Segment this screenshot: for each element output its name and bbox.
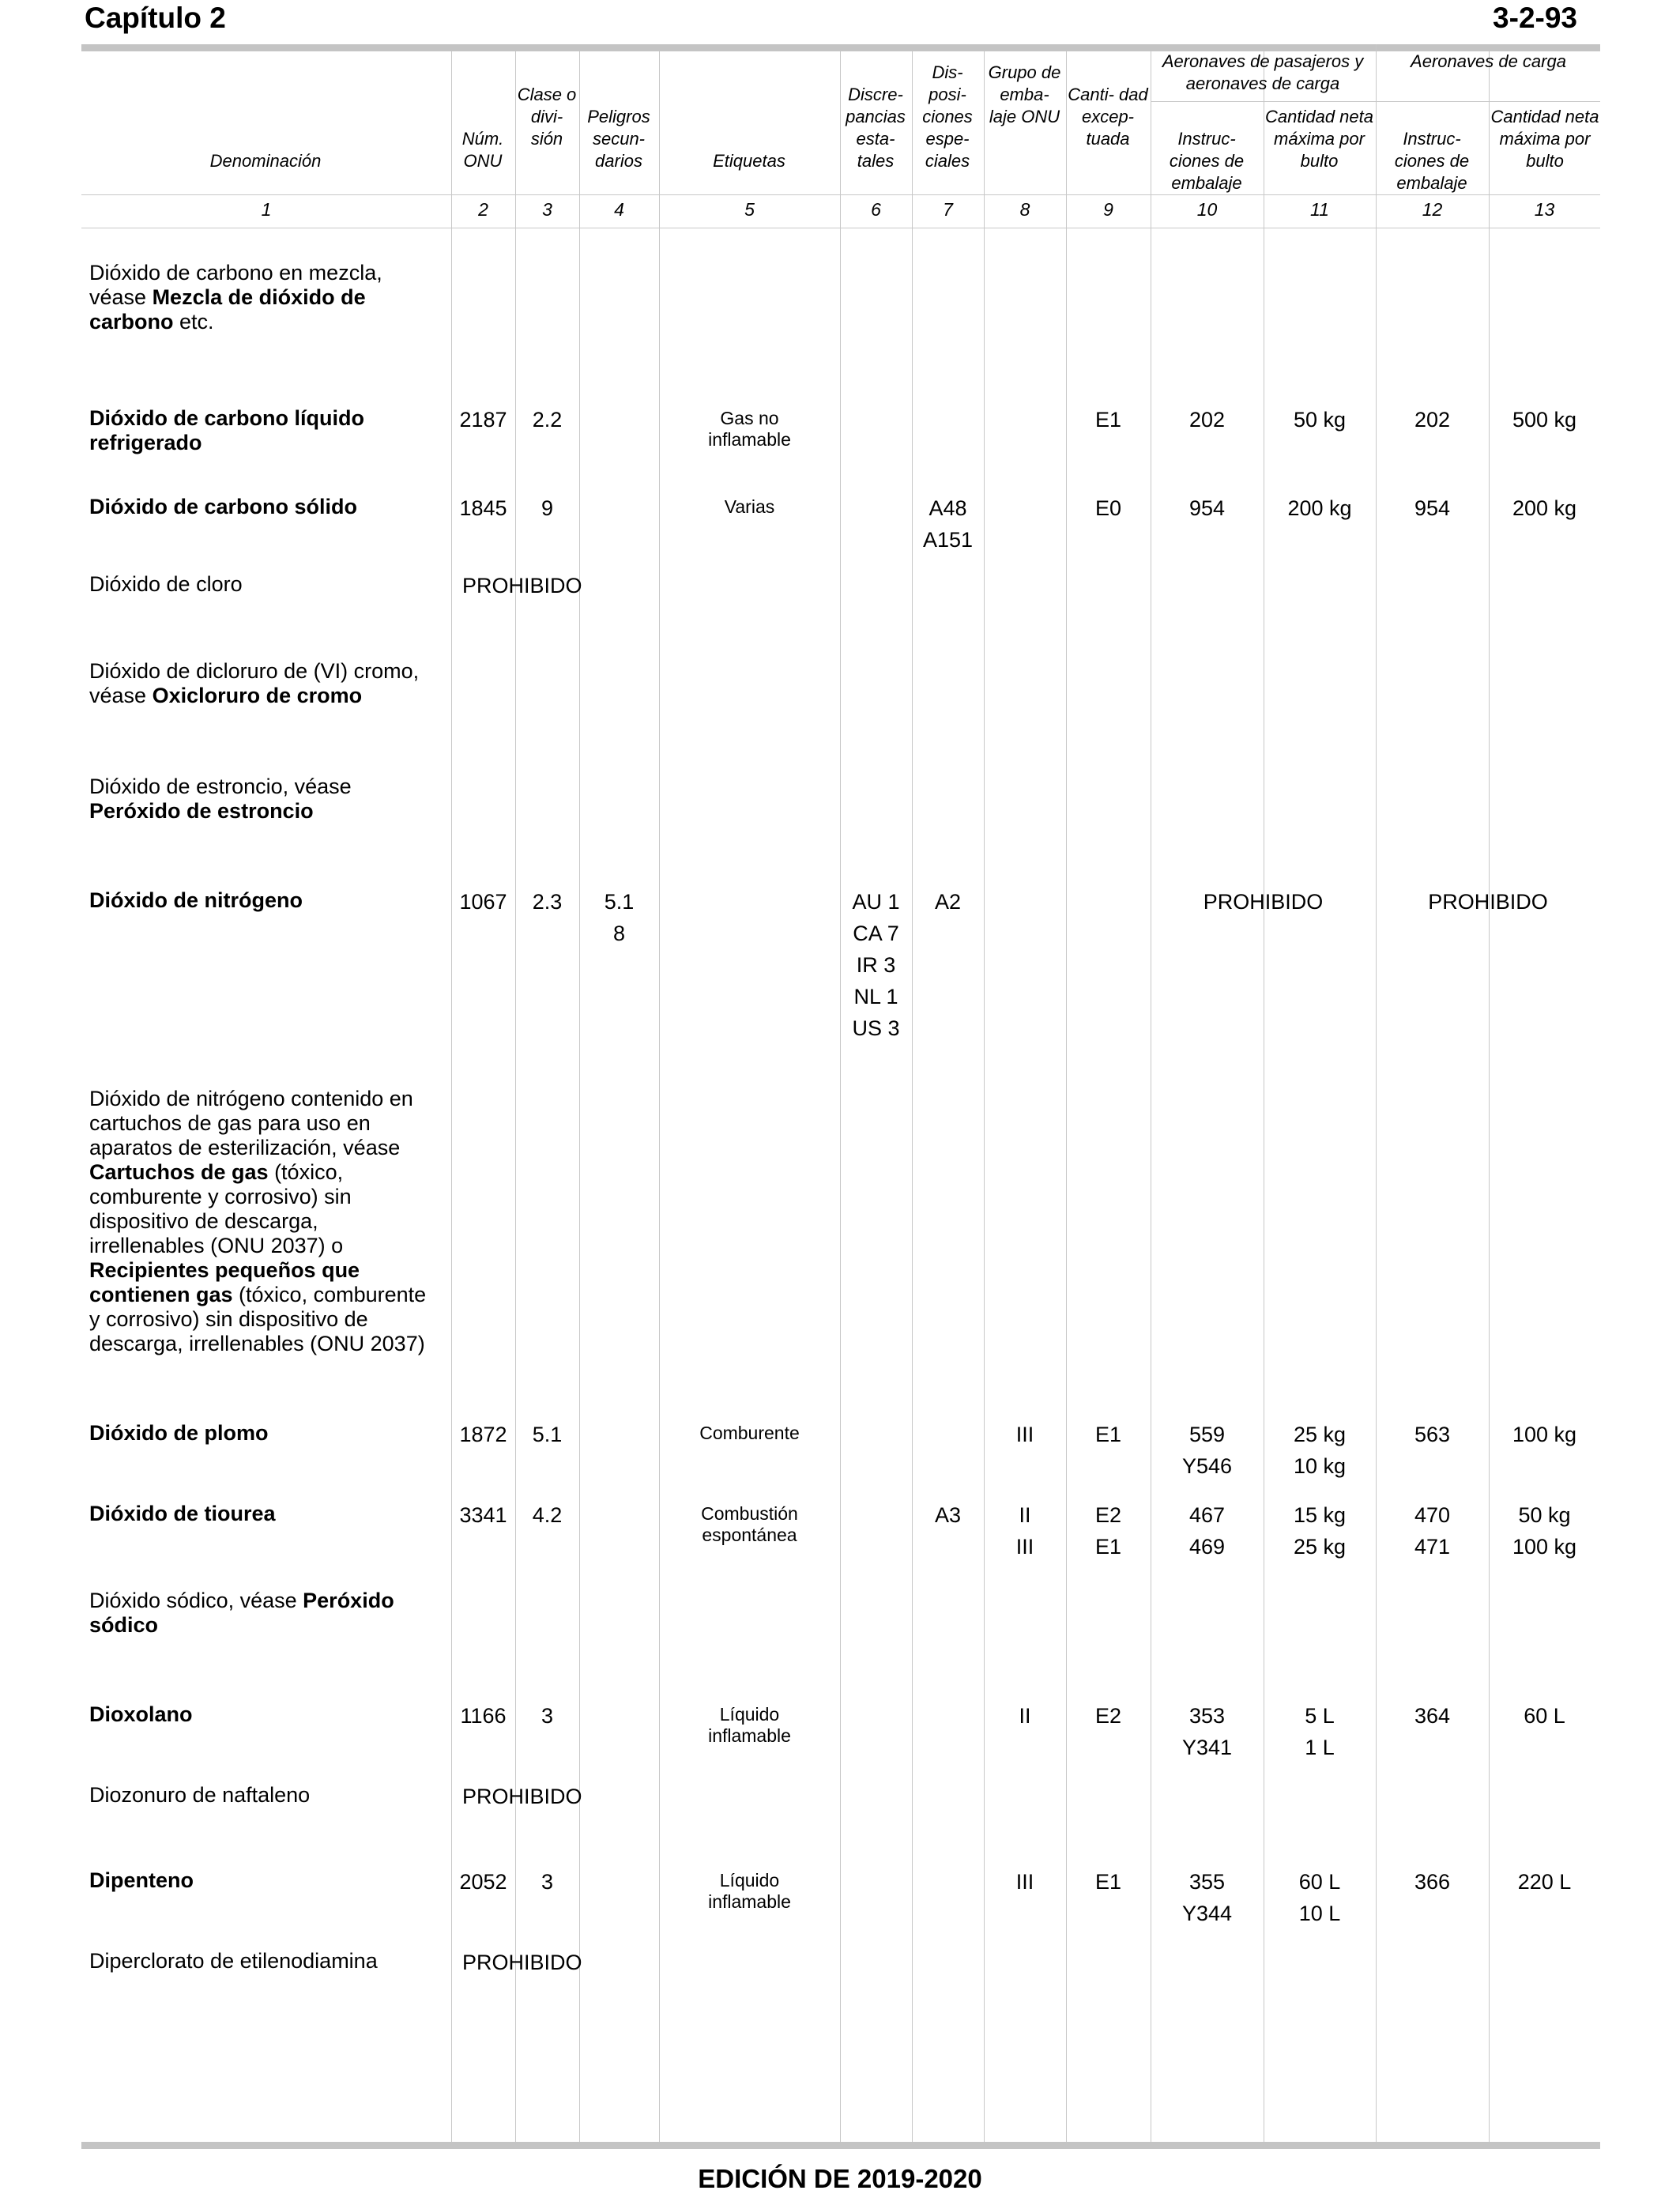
- cargo-packing-instruction: 364: [1414, 1704, 1451, 1728]
- entry-name-bold: Peróxido de estroncio: [89, 799, 314, 823]
- entry-name: [89, 1502, 437, 1526]
- pax-prohibited-text: PROHIBIDO: [1203, 890, 1324, 914]
- special-provision: A2: [934, 890, 962, 914]
- excepted-quantity: E0: [1094, 496, 1122, 520]
- un-number: 3341: [459, 1503, 507, 1527]
- header-cantidad-carga: Cantidad neta máxima por bulto: [1490, 107, 1599, 171]
- column-number: 9: [1103, 199, 1113, 220]
- pax-packing-instruction: 469: [1188, 1535, 1226, 1559]
- column-divider: [1376, 51, 1377, 2142]
- column-number: 12: [1422, 199, 1443, 220]
- excepted-quantity: E1: [1094, 1535, 1122, 1559]
- header-cantidad-pasajeros: Cantidad neta máxima por bulto: [1265, 107, 1373, 171]
- cargo-max-quantity: 60 L: [1524, 1704, 1565, 1728]
- entry-name-bold: Cartuchos de gas: [89, 1160, 269, 1184]
- hazard-label: Combustión espontánea: [701, 1503, 798, 1545]
- entry-name: [89, 1783, 437, 1808]
- packing-group: III: [1015, 1870, 1034, 1894]
- prohibited-text: PROHIBIDO: [462, 1951, 582, 1974]
- packing-group: III: [1015, 1535, 1034, 1559]
- class-division: 3: [541, 1704, 554, 1728]
- column-number: 8: [1019, 199, 1030, 220]
- header-discrepancias: Discre- pancias esta- tales: [846, 85, 906, 171]
- edition-footer: EDICIÓN DE 2019-2020: [698, 2164, 982, 2193]
- pax-max-quantity: 10 kg: [1293, 1454, 1347, 1478]
- entry-name-bold: Dióxido de plomo: [89, 1421, 269, 1445]
- column-divider: [515, 51, 516, 2142]
- excepted-quantity: E1: [1094, 1423, 1122, 1446]
- column-number: 11: [1310, 199, 1329, 220]
- column-number: 3: [542, 199, 552, 220]
- hazard-label: Líquido inflamable: [708, 1870, 791, 1912]
- cargo-packing-instruction: 471: [1414, 1535, 1451, 1559]
- entry-name-text: (tóxico, comburente y corrosivo) sin dispositivo de descarga, irrellenables (ONU 2037): [89, 1283, 427, 1355]
- entry-name-bold: Dipenteno: [89, 1868, 194, 1892]
- entry-name: [89, 775, 437, 824]
- column-divider: [451, 51, 452, 2142]
- column-number: 4: [614, 199, 624, 220]
- prohibited-text: PROHIBIDO: [462, 1785, 582, 1808]
- header-instrucciones-pasajeros: Instruc- ciones de embalaje: [1169, 129, 1245, 193]
- pax-max-quantity: 15 kg: [1293, 1503, 1347, 1527]
- header-peligros: Peligros secun- darios: [587, 107, 650, 171]
- excepted-quantity: E1: [1094, 408, 1122, 432]
- header-group-carga: Aeronaves de carga: [1411, 51, 1566, 71]
- entry-name-bold: Dióxido de carbono líquido refrigerado: [89, 406, 364, 454]
- entry-name-bold: Dióxido de nitrógeno: [89, 888, 303, 912]
- class-division: 2.3: [532, 890, 563, 914]
- page-number: 3-2-93: [1493, 2, 1577, 34]
- bottom-rule: [81, 2142, 1600, 2149]
- pax-packing-instruction: 954: [1188, 496, 1226, 520]
- column-number: 5: [744, 199, 755, 220]
- entry-name: [89, 572, 437, 597]
- state-variation: CA 7: [853, 922, 899, 945]
- special-provision: A48: [929, 496, 967, 520]
- entry-name-text: Dióxido de carbono en mezcla, véase: [89, 261, 382, 309]
- entry-name-text: Dióxido de cloro: [89, 572, 243, 596]
- column-divider: [1489, 51, 1490, 2142]
- entry-name-bold: Dioxolano: [89, 1702, 193, 1726]
- hazard-label: Comburente: [699, 1423, 800, 1443]
- un-number: 1845: [459, 496, 507, 520]
- hazard-label: Líquido inflamable: [708, 1704, 791, 1746]
- state-variation: IR 3: [856, 953, 896, 977]
- class-division: 3: [541, 1870, 554, 1894]
- hazard-label: Varias: [724, 496, 775, 517]
- pax-max-quantity: 1 L: [1305, 1736, 1335, 1759]
- entry-name: [89, 1589, 437, 1638]
- entry-name-text: etc.: [173, 310, 214, 334]
- chapter-title: Capítulo 2: [85, 2, 226, 34]
- entry-name-text: Dióxido de dicloruro de (VI) cromo, véase: [89, 659, 420, 707]
- pax-packing-instruction: Y546: [1181, 1454, 1233, 1478]
- header-clase: Clase o divi- sión: [517, 85, 577, 149]
- class-division: 9: [541, 496, 554, 520]
- hazard-label: Gas no inflamable: [708, 408, 791, 450]
- cargo-packing-instruction: 563: [1414, 1423, 1451, 1446]
- pax-max-quantity: 50 kg: [1293, 408, 1347, 432]
- cargo-max-quantity: 500 kg: [1512, 408, 1577, 432]
- cargo-max-quantity: 200 kg: [1512, 496, 1577, 520]
- prohibited-text: PROHIBIDO: [462, 574, 582, 598]
- entry-name-text: Dióxido de estroncio, véase: [89, 775, 352, 798]
- header-denominacion: Denominación: [209, 151, 322, 171]
- pax-packing-instruction: Y341: [1181, 1736, 1233, 1759]
- header-cantidad-exceptuada: Canti- dad excep- tuada: [1068, 85, 1148, 149]
- class-division: 2.2: [532, 408, 563, 432]
- header-disposiciones: Dis- posi- ciones espe- ciales: [922, 62, 973, 171]
- column-divider: [912, 51, 913, 2142]
- column-number: 1: [261, 199, 272, 220]
- entry-name-bold: Peróxido sódico: [89, 1589, 394, 1637]
- cargo-packing-instruction: 954: [1414, 496, 1451, 520]
- column-divider: [840, 51, 841, 2142]
- entry-name: [89, 1949, 437, 1973]
- excepted-quantity: E2: [1094, 1503, 1122, 1527]
- entry-name: [89, 1868, 437, 1893]
- pax-max-quantity: 5 L: [1305, 1704, 1335, 1728]
- entry-name: [89, 261, 437, 334]
- column-number: 6: [871, 199, 881, 220]
- pax-packing-instruction: 353: [1188, 1704, 1226, 1728]
- header-num-onu: Núm. ONU: [461, 129, 504, 171]
- subsidiary-hazard: 5.1: [604, 890, 635, 914]
- pax-packing-instruction: 559: [1188, 1423, 1226, 1446]
- entry-name: [89, 406, 437, 455]
- entry-name-text: Diozonuro de naftaleno: [89, 1783, 311, 1807]
- un-number: 2187: [459, 408, 507, 432]
- pax-max-quantity: 60 L: [1298, 1870, 1341, 1894]
- header-grupo-embalaje: Grupo de emba- laje ONU: [988, 62, 1061, 126]
- entry-name: [89, 659, 437, 708]
- un-number: 1067: [459, 890, 507, 914]
- cargo-prohibited-text: PROHIBIDO: [1428, 890, 1548, 914]
- column-divider: [659, 51, 660, 2142]
- cargo-packing-instruction: 366: [1414, 1870, 1451, 1894]
- state-variation: NL 1: [853, 985, 898, 1008]
- state-variation: US 3: [852, 1016, 900, 1040]
- entry-name: [89, 495, 437, 519]
- entry-name-bold: Oxicloruro de cromo: [152, 684, 363, 707]
- entry-name-text: Dióxido de nitrógeno contenido en cartuchos de gas para uso en aparatos de esterilización, véase: [89, 1087, 413, 1159]
- entry-name-text: (tóxico, comburente y corrosivo) sin dispositivo de descarga, irrellenables (ONU 2037) o: [89, 1160, 352, 1257]
- entry-name: [89, 1087, 437, 1356]
- header-group-divider: [1151, 101, 1600, 102]
- un-number: 2052: [459, 1870, 507, 1894]
- entry-name: [89, 1421, 437, 1446]
- special-provision: A151: [922, 528, 974, 552]
- subsidiary-hazard: 8: [612, 922, 626, 945]
- excepted-quantity: E2: [1094, 1704, 1122, 1728]
- column-divider: [984, 51, 985, 2142]
- entry-name-bold: Recipientes pequeños que contienen gas: [89, 1258, 360, 1306]
- special-provision: A3: [934, 1503, 962, 1527]
- un-number: 1872: [459, 1423, 507, 1446]
- cargo-max-quantity: 50 kg: [1518, 1503, 1571, 1527]
- pax-packing-instruction: 355: [1188, 1870, 1226, 1894]
- entry-name: [89, 888, 437, 913]
- cargo-max-quantity: 100 kg: [1512, 1423, 1577, 1446]
- header-etiquetas: Etiquetas: [713, 151, 785, 171]
- un-number: 1166: [460, 1704, 507, 1728]
- column-divider: [579, 51, 580, 2142]
- entry-name: [89, 1702, 437, 1727]
- column-number: 10: [1196, 199, 1218, 220]
- entry-name-bold: Mezcla de dióxido de carbono: [89, 285, 366, 334]
- pax-packing-instruction: 467: [1188, 1503, 1226, 1527]
- column-number: 2: [478, 199, 488, 220]
- pax-packing-instruction: 202: [1188, 408, 1226, 432]
- class-division: 4.2: [532, 1503, 563, 1527]
- packing-group: III: [1015, 1423, 1034, 1446]
- entry-name-text: Diperclorato de etilenodiamina: [89, 1949, 378, 1973]
- entry-name-bold: Dióxido de carbono sólido: [89, 495, 358, 518]
- pax-max-quantity: 25 kg: [1293, 1423, 1347, 1446]
- header-group-pasajeros: Aeronaves de pasajeros y aeronaves de carga: [1162, 51, 1364, 93]
- entry-name-text: Dióxido sódico, véase: [89, 1589, 303, 1612]
- cargo-packing-instruction: 470: [1414, 1503, 1451, 1527]
- cargo-max-quantity: 100 kg: [1512, 1535, 1577, 1559]
- pax-packing-instruction: Y344: [1181, 1902, 1233, 1925]
- pax-max-quantity: 10 L: [1298, 1902, 1341, 1925]
- header-divider: [81, 194, 1600, 195]
- pax-max-quantity: 25 kg: [1293, 1535, 1347, 1559]
- cargo-max-quantity: 220 L: [1517, 1870, 1572, 1894]
- column-number: 13: [1534, 199, 1555, 220]
- header-instrucciones-carga: Instruc- ciones de embalaje: [1394, 129, 1470, 193]
- cargo-packing-instruction: 202: [1414, 408, 1451, 432]
- pax-max-quantity: 200 kg: [1287, 496, 1352, 520]
- excepted-quantity: E1: [1094, 1870, 1122, 1894]
- packing-group: II: [1019, 1503, 1031, 1527]
- class-division: 5.1: [532, 1423, 563, 1446]
- packing-group: II: [1019, 1704, 1031, 1728]
- column-number: 7: [943, 199, 953, 220]
- entry-name-bold: Dióxido de tiourea: [89, 1502, 276, 1525]
- state-variation: AU 1: [852, 890, 900, 914]
- column-divider: [1066, 51, 1067, 2142]
